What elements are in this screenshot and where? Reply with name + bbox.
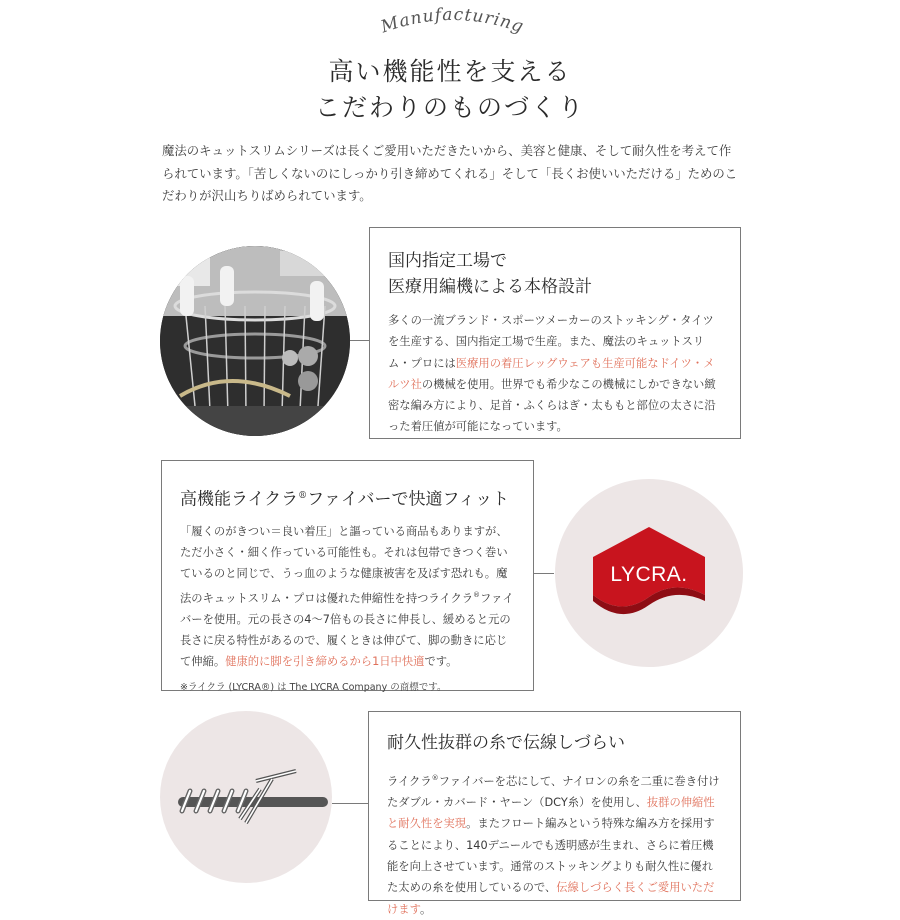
yarn-body-highlight-1: 抜群の伸縮性と耐久性を実現 bbox=[387, 796, 715, 831]
registered-mark: ® bbox=[431, 774, 439, 782]
registered-mark: ® bbox=[298, 491, 308, 501]
lycra-body-text-a: 「履くのがきつい＝良い着圧」と謳っている商品もありますが、ただ小さく・細く作っている可能性も。それは包帯できつく巻いているのと同じで、うっ血のような健康被害を及ぼす恐れも。魔法のキュットスリム・プロは優れた伸縮性を持つライクラ bbox=[180, 524, 508, 605]
feature-box-lycra bbox=[161, 460, 534, 691]
double-covered-yarn-icon bbox=[160, 711, 332, 883]
lycra-heading-text-a: 高機能ライクラ bbox=[180, 489, 299, 510]
page-title-line2: こだわりのものづくり bbox=[314, 93, 585, 122]
factory-heading-line1: 国内指定工場で bbox=[388, 251, 507, 271]
yarn-heading: 耐久性抜群の糸で伝線しづらい bbox=[387, 733, 625, 753]
factory-body-text-b: の機械を使用。世界でも希少なこの機械にしかできない緻密な編み方により、足首・ふくらはぎ・太ももと部位の太さに沿った着圧値が可能になっています。 bbox=[388, 377, 716, 434]
knitting-machine-icon bbox=[160, 246, 350, 436]
lycra-body-text-c: です。 bbox=[424, 655, 458, 669]
lycra-heading bbox=[180, 483, 517, 513]
page-title-line1: 高い機能性を支える bbox=[328, 57, 572, 86]
section-eyebrow bbox=[0, 0, 900, 50]
connector-line-2 bbox=[534, 573, 554, 574]
factory-body-text-a: 多くの一流ブランド・スポーツメーカーのストッキング・タイツを生産する、国内指定工場で生産。また、魔法のキュットスリム・プロには bbox=[388, 314, 714, 370]
yarn-illustration-circle bbox=[160, 711, 332, 883]
yarn-body-text-c: 。またフロート編みという特殊な編み方を採用することにより、140デニールでも透明感が生まれ、さらに着圧機能を向上させています。通常のストッキングよりも耐久性に優れた太めの糸を使用しているので、 bbox=[387, 817, 715, 895]
connector-line-3 bbox=[332, 803, 368, 804]
lycra-body-text-b: ファイバーを使用。元の長さの4〜7倍もの長さに伸長し、緩めると元の長さに戻る特性があるので、履くときは伸びて、脚の動きに応じて伸縮。 bbox=[180, 591, 514, 669]
intro-text: 魔法のキュットスリムシリーズは長くご愛用いただきたいから、美容と健康、そして耐久性を考えて作られています。「苦しくないのにしっかり引き締めてくれる」そして「長くお使いいただける」ためのこだわりが沢山ちりばめられています。 bbox=[162, 143, 738, 203]
lycra-heading-text-b: ファイバーで快適フィット bbox=[307, 489, 510, 510]
factory-machine-image bbox=[160, 246, 350, 436]
svg-text:Manufacturing bbox=[378, 5, 527, 38]
eyebrow-text: Manufacturing bbox=[378, 4, 527, 38]
yarn-body-highlight-2: 伝線しづらく長くご愛用いただけます bbox=[387, 881, 715, 916]
yarn-body-text-d: 。 bbox=[420, 902, 432, 916]
lycra-body-highlight: 健康的に脚を引き締めるから1日中快適 bbox=[225, 655, 425, 669]
lycra-body bbox=[180, 521, 517, 673]
yarn-body-text-b: ファイバーを芯にして、ナイロンの糸を二重に巻き付けたダブル・カバード・ヤーン（DCY糸）を使用し、 bbox=[387, 774, 720, 810]
lycra-logo-circle bbox=[555, 479, 743, 667]
factory-heading-line2: 医療用編機による本格設計 bbox=[388, 277, 592, 297]
feature-box-factory bbox=[369, 227, 741, 439]
yarn-body bbox=[387, 768, 720, 920]
lycra-logo-text: LYCRA. bbox=[610, 563, 688, 586]
connector-line-1 bbox=[350, 340, 370, 341]
lycra-logo-icon bbox=[555, 479, 743, 667]
registered-mark: ® bbox=[473, 590, 481, 599]
feature-box-yarn bbox=[368, 711, 741, 916]
yarn-body-text-a: ライクラ bbox=[387, 774, 432, 788]
factory-body-highlight: 医療用の着圧レッグウェアも生産可能なドイツ・メルツ社 bbox=[388, 356, 715, 391]
trademark-note: ※ライクラ (LYCRA®) は The LYCRA Company の商標です。 bbox=[180, 681, 447, 693]
factory-body bbox=[388, 310, 718, 438]
